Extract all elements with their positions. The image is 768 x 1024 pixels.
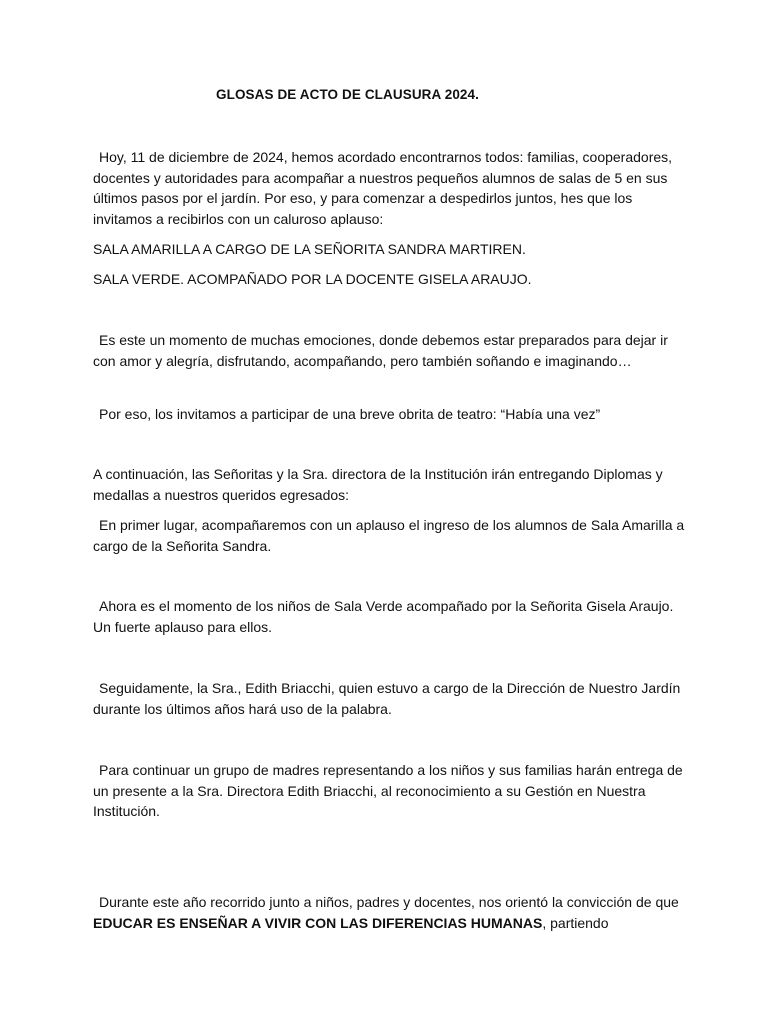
paragraph-diplomas: A continuación, las Señoritas y la Sra. directora de la Institución irán entregando Diplomas y medallas a nuestros queridos egresados: [93,466,663,503]
paragraph-theater: Por eso, los invitamos a participar de una breve obrita de teatro: “Había una vez” [99,406,601,422]
paragraph-mothers-gift: Para continuar un grupo de madres representando a los niños y sus familias harán entrega de un presente a la Sra. Directora Edith Briacchi, al reconocimiento a su Gestión en Nuestra Institución. [93,762,683,820]
paragraph-sala-amarilla-entry: En primer lugar, acompañaremos con un aplauso el ingreso de los alumnos de Sala Amarilla a cargo de la Señorita Sandra. [93,517,685,554]
paragraph-conviction [93,892,693,933]
paragraph-conviction-end: , partiendo [542,914,609,931]
paragraph-emotions: Es este un momento de muchas emociones, donde debemos estar preparados para dejar ir con amor y alegría, disfrutando, acompañando, pero también soñando e imaginando… [93,332,668,369]
paragraph-director-speech: Seguidamente, la Sra., Edith Briacchi, quien estuvo a cargo de la Dirección de Nuestro Jardín durante los últimos años hará uso de la palabra. [93,680,681,717]
paragraph-sala-verde-entry: Ahora es el momento de los niños de Sala Verde acompañado por la Señorita Gisela Araujo. Un fuerte aplauso para ellos. [93,598,674,635]
paragraph-sala-verde: SALA VERDE. ACOMPAÑADO POR LA DOCENTE GISELA ARAUJO. [93,271,532,287]
paragraph-sala-amarilla: SALA AMARILLA A CARGO DE LA SEÑORITA SANDRA MARTIREN. [93,241,526,257]
paragraph-conviction-start: Durante este año recorrido junto a niños, padres y docentes, nos orientó la convicción de que [99,894,679,910]
paragraph-conviction-emphasis: EDUCAR ES ENSEÑAR A VIVIR CON LAS DIFERENCIAS HUMANAS [93,914,543,931]
document-title: GLOSAS DE ACTO DE CLAUSURA 2024. [216,87,479,102]
paragraph-opening: Hoy, 11 de diciembre de 2024, hemos acordado encontrarnos todos: familias, cooperadores, docentes y autoridades para acompañar a nuestros pequeños alumnos de salas de 5 en sus últimos pasos por el jardín. Por eso, y para comenzar a despedirlos juntos, hes que los invitamos a recibirlos con un caluroso aplauso: [93,149,673,227]
